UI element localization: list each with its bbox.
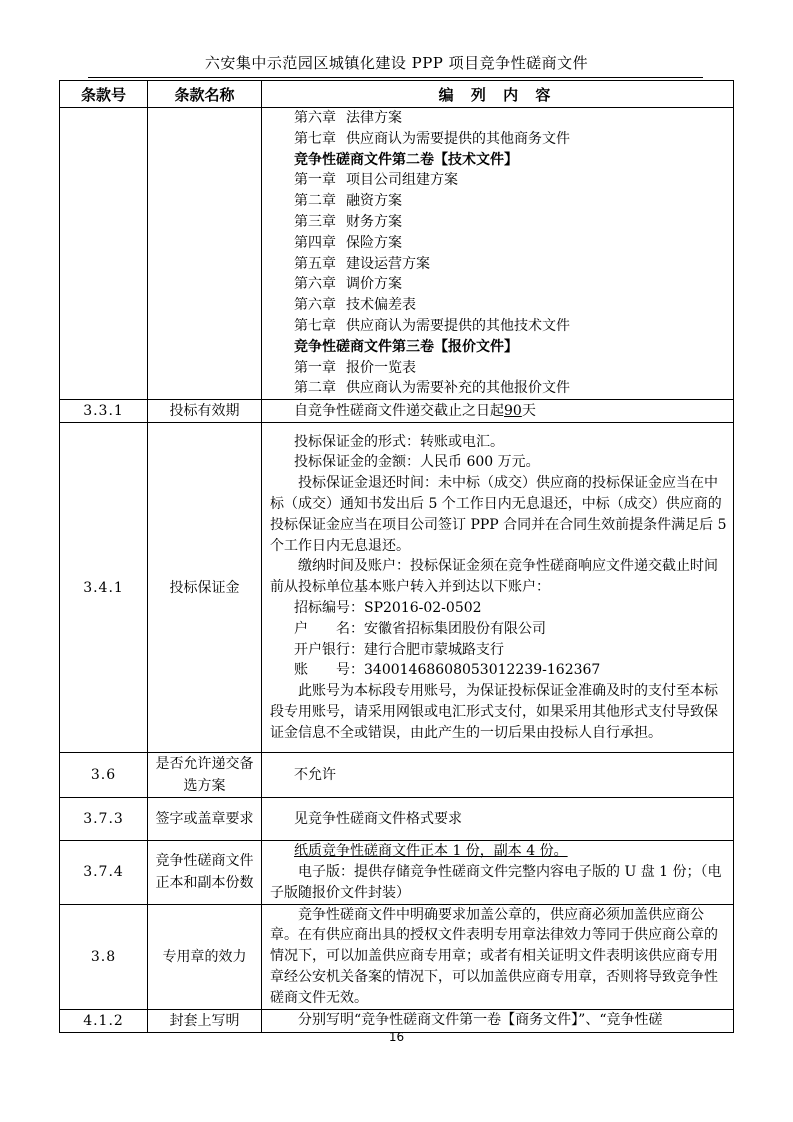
volume-heading: 竞争性磋商文件第二卷【技术文件】	[294, 151, 518, 168]
clause-name: 投标保证金	[148, 423, 262, 753]
chapter-line	[270, 129, 727, 150]
account-number: 账 号：34001468608053012239-162367	[294, 662, 601, 679]
clause-name: 签字或盖章要求	[148, 798, 262, 841]
chapter-line	[270, 358, 727, 379]
chapter-number: 第二章	[294, 193, 336, 210]
chapter-title: 调价方案	[346, 276, 402, 293]
chapter-number: 第六章	[294, 110, 336, 126]
clause-name: 投标有效期	[148, 400, 262, 423]
clause-no: 3.6	[60, 753, 148, 798]
chapter-number: 第五章	[294, 255, 336, 272]
col-header-content: 编 列 内 容	[262, 81, 734, 108]
page-header-title: 六安集中示范园区城镇化建设 PPP 项目竞争性磋商文件	[204, 54, 589, 72]
paper-copies: 纸质竞争性磋商文件正本 1 份，副本 4 份。	[294, 843, 568, 860]
chapter-line	[270, 254, 727, 275]
validity-days: 90	[504, 402, 522, 419]
clause-content	[262, 904, 734, 1009]
envelope-label: 分别写明“竞争性磋商文件第一卷【商务文件】”、“竞争性磋	[298, 1012, 663, 1029]
clause-name: 专用章的效力	[148, 904, 262, 1009]
chapter-title: 建设运营方案	[346, 255, 430, 272]
chapter-number: 第六章	[294, 276, 336, 293]
table-row-3-7-3	[60, 798, 734, 841]
clause-content	[262, 798, 734, 841]
clause-no-cell	[60, 108, 148, 400]
chapter-title: 供应商认为需要提供的其他技术文件	[346, 317, 570, 334]
validity-text: 自竞争性磋商文件递交截止之日起	[294, 402, 504, 419]
chapter-title: 项目公司组建方案	[346, 172, 458, 189]
col-header-clause-name: 条款名称	[148, 81, 262, 108]
clause-name-cell	[148, 108, 262, 400]
clause-name: 封套上写明	[148, 1009, 262, 1032]
chapter-title: 供应商认为需要提供的其他商务文件	[346, 130, 570, 147]
clause-content	[262, 753, 734, 798]
chapter-number: 第四章	[294, 234, 336, 251]
table-row-3-4-1	[60, 423, 734, 753]
electronic-copy: 电子版：提供存储竞争性磋商文件完整内容电子版的 U 盘 1 份；（电子版随报价文件封装）	[270, 863, 722, 901]
table-header-row	[60, 81, 734, 108]
chapter-title: 报价一览表	[346, 359, 416, 376]
chapter-number: 第七章	[294, 317, 336, 334]
clause-no: 3.3.1	[60, 400, 148, 423]
clause-table	[59, 80, 734, 1033]
chapter-number: 第一章	[294, 172, 336, 189]
header-rule	[88, 77, 703, 78]
chapter-line	[270, 233, 727, 254]
chapter-number: 第一章	[294, 359, 336, 376]
deposit-form: 投标保证金的形式：转账或电汇。	[294, 433, 504, 450]
clause-content	[262, 423, 734, 753]
deposit-amount: 投标保证金的金额：人民币 600 万元。	[294, 454, 540, 471]
validity-unit: 天	[521, 402, 536, 419]
chapter-line	[270, 274, 727, 295]
tender-number: 招标编号：SP2016-02-0502	[294, 600, 482, 617]
signature-requirement: 见竞争性磋商文件格式要求	[294, 810, 462, 827]
chapter-line	[270, 191, 727, 212]
page-number: 16	[388, 1030, 405, 1044]
chapter-number: 第六章	[294, 297, 336, 314]
chapter-line	[270, 378, 727, 399]
chapter-list	[270, 108, 727, 399]
clause-name: 是否允许递交备选方案	[148, 753, 262, 798]
clause-no: 4.1.2	[60, 1009, 148, 1032]
table-row-4-1-2	[60, 1009, 734, 1032]
chapter-number: 第七章	[294, 130, 336, 147]
chapter-line	[270, 295, 727, 316]
clause-no: 3.7.3	[60, 798, 148, 841]
clause-no: 3.7.4	[60, 841, 148, 904]
deposit-refund: 投标保证金退还时间：未中标（成交）供应商的投标保证金应当在中标（成交）通知书发出后 5 个工作日内无息退还，中标（成交）供应商的投标保证金应当在项目公司签订 PPP 合同并在合同生效前提条件满足后 5 个工作日内无息退还。	[270, 475, 727, 554]
chapter-title: 保险方案	[346, 234, 402, 251]
account-name: 户 名：安徽省招标集团股份有限公司	[294, 620, 546, 637]
table-row-3-3-1	[60, 400, 734, 423]
clause-content-cell	[262, 108, 734, 400]
deposit-payment: 缴纳时间及账户：投标保证金须在竞争性磋商响应文件递交截止时间前从投标单位基本账户转入并到达以下账户：	[270, 558, 718, 596]
chapter-line	[270, 316, 727, 337]
chapter-line	[270, 170, 727, 191]
col-header-clause-no: 条款号	[60, 81, 148, 108]
clause-no: 3.8	[60, 904, 148, 1009]
clause-name: 竞争性磋商文件正本和副本份数	[148, 841, 262, 904]
chapter-title: 技术偏差表	[346, 297, 416, 314]
clause-content	[262, 400, 734, 423]
deposit-notice: 此账号为本标段专用账号，为保证投标保证金准确及时的支付至本标段专用账号，请采用网银或电汇形式支付，如果采用其他形式支付导致保证金信息不全或错误，由此产生的一切后果由投标人自行承担。	[270, 683, 718, 741]
chapter-number: 第二章	[294, 380, 336, 397]
chapter-title: 法律方案	[346, 110, 402, 126]
chapter-title: 财务方案	[346, 213, 402, 230]
chapter-line	[270, 212, 727, 233]
chapter-line	[270, 108, 727, 129]
clause-content	[262, 841, 734, 904]
table-row-3-7-4	[60, 841, 734, 904]
chapter-title: 融资方案	[346, 193, 402, 210]
bank-name: 开户银行：建行合肥市蒙城路支行	[294, 641, 504, 658]
table-row-continued	[60, 108, 734, 400]
chapter-title: 供应商认为需要补充的其他报价文件	[346, 380, 570, 397]
clause-no: 3.4.1	[60, 423, 148, 753]
volume-heading: 竞争性磋商文件第三卷【报价文件】	[294, 338, 518, 355]
table-row-3-6	[60, 753, 734, 798]
seal-effect: 竞争性磋商文件中明确要求加盖公章的，供应商必须加盖供应商公章。在有供应商出具的授权文件表明专用章法律效力等同于供应商公章的情况下，可以加盖供应商专用章；或者有相关证明文件表明该供应商专用章经公安机关备案的情况下，可以加盖供应商专用章，否则将导致竞争性磋商文件无效。	[270, 906, 718, 1006]
table-row-3-8	[60, 904, 734, 1009]
clause-content	[262, 1009, 734, 1032]
alternative-allowed: 不允许	[294, 766, 336, 783]
chapter-number: 第三章	[294, 213, 336, 230]
